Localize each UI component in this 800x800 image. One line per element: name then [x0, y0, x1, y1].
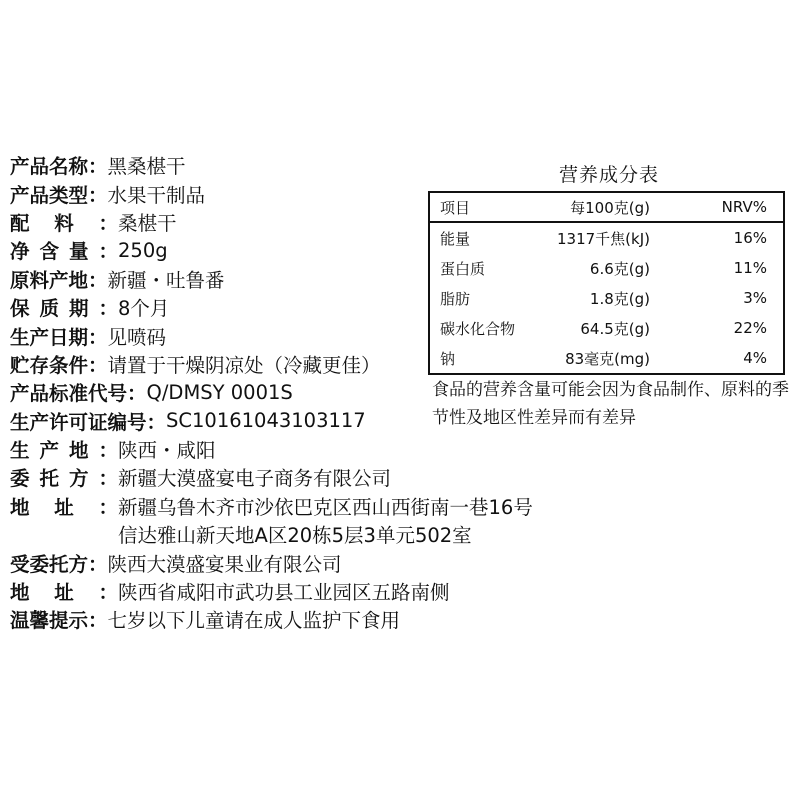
info-key: 贮存条件：	[10, 353, 108, 377]
info-row-client-address	[10, 492, 533, 520]
nutrition-row	[429, 343, 784, 374]
info-row-client-address-cont	[10, 520, 472, 548]
info-key	[10, 208, 118, 236]
info-key: 产品类型：	[10, 183, 108, 207]
nutrient-name: 碳水化合物	[440, 319, 516, 338]
info-row-production-date	[10, 321, 430, 349]
info-value: 陕西・咸阳	[118, 439, 216, 463]
info-row-client	[10, 463, 430, 491]
info-key	[10, 463, 118, 491]
header-item: 项目	[429, 192, 530, 222]
info-value: 七岁以下儿童请在成人监护下食用	[107, 609, 401, 633]
nutrient-nrv: 16%	[733, 229, 767, 247]
info-key	[10, 435, 118, 463]
info-key: 温馨提示：	[10, 609, 108, 633]
nutrient-nrv: 11%	[733, 259, 767, 277]
info-row-net-content	[10, 236, 430, 264]
label-char: 地	[68, 439, 89, 463]
nutrient-name: 能量	[440, 229, 471, 248]
info-row-standard	[10, 378, 430, 406]
label-char: 保	[10, 297, 30, 321]
label-char: 质	[39, 297, 59, 321]
info-value: 250g	[118, 238, 168, 262]
nutrient-nrv: 22%	[733, 319, 767, 337]
info-value: 水果干制品	[107, 183, 206, 207]
nutrition-row	[429, 253, 784, 283]
info-key	[10, 492, 118, 520]
nutrition-table	[428, 191, 785, 375]
info-value: 见喷码	[107, 325, 167, 349]
info-value: 新疆・吐鲁番	[107, 268, 225, 292]
info-key: 生产许可证编号：	[10, 410, 167, 434]
info-value: 8个月	[118, 297, 170, 321]
info-key: 生产日期：	[10, 325, 108, 349]
nutrient-amount: 83毫克(mg)	[565, 349, 650, 368]
nutrition-row	[429, 313, 784, 343]
label-char: 址	[54, 581, 74, 605]
label-char: 量	[68, 240, 89, 264]
info-value: 黑桑椹干	[107, 155, 186, 179]
info-value: 桑椹干	[118, 211, 177, 235]
nutrient-name: 脂肪	[440, 289, 471, 308]
label-char: 委	[10, 467, 30, 491]
label-char: 净	[10, 240, 30, 264]
nutrition-row	[429, 222, 784, 253]
info-key: 原料产地：	[10, 268, 108, 292]
label-char: 含	[39, 240, 59, 264]
label-char: 产	[39, 439, 59, 463]
info-row-license	[10, 407, 430, 435]
nutrient-amount: 64.5克(g)	[580, 319, 650, 338]
info-value: 陕西大漠盛宴果业有限公司	[107, 552, 342, 576]
nutrient-amount: 1.8克(g)	[589, 289, 650, 308]
label-char: 期	[68, 297, 89, 321]
info-key: 受委托方：	[10, 552, 108, 576]
info-row-tips	[10, 605, 430, 633]
header-nrv: NRV%	[650, 192, 784, 222]
info-row-storage	[10, 350, 430, 378]
nutrition-header-row	[429, 192, 784, 222]
info-key	[10, 236, 118, 264]
info-value: SC10161043103117	[166, 409, 366, 433]
nutrient-name: 钠	[440, 349, 456, 368]
label-char: 地	[10, 581, 30, 605]
nutrient-nrv: 4%	[743, 349, 767, 367]
nutrient-name: 蛋白质	[440, 259, 486, 278]
label-char: 方	[68, 467, 89, 491]
nutrient-amount: 6.6克(g)	[589, 259, 650, 278]
info-key	[10, 293, 118, 321]
label-char: 料	[54, 211, 74, 235]
info-row-ingredients	[10, 208, 430, 236]
label-char: ：	[98, 211, 118, 235]
info-value: 陕西省咸阳市武功县工业园区五路南侧	[118, 581, 450, 605]
info-key: 产品标准代号：	[10, 382, 147, 406]
label-char: ：	[98, 297, 118, 321]
info-value: Q/DMSY 0001S	[146, 380, 293, 404]
label-char: ：	[98, 581, 118, 605]
info-row-name	[10, 151, 430, 179]
label-char: ：	[98, 495, 118, 519]
info-value: 新疆大漠盛宴电子商务有限公司	[118, 467, 392, 491]
info-key	[10, 577, 118, 605]
info-row-manufacturer	[10, 548, 430, 576]
info-row-type	[10, 179, 430, 207]
info-row-origin	[10, 265, 430, 293]
info-row-manufacturer-address	[10, 577, 450, 605]
label-char: 地	[10, 495, 30, 519]
info-value: 新疆乌鲁木齐市沙依巴克区西山西街南一巷16号	[118, 495, 533, 519]
nutrition-title: 营养成分表	[558, 164, 659, 186]
label-char: 配	[10, 211, 30, 235]
label-char: ：	[98, 467, 118, 491]
info-key: 产品名称：	[10, 155, 108, 179]
nutrition-row	[429, 283, 784, 313]
info-row-production-place	[10, 435, 430, 463]
nutrient-nrv: 3%	[743, 289, 767, 307]
label-char: 托	[39, 467, 59, 491]
nutrient-amount: 1317千焦(kJ)	[557, 229, 650, 248]
nutrition-note: 食品的营养含量可能会因为食品制作、原料的季节性及地区性差异而有差异	[432, 380, 789, 428]
label-char: ：	[98, 439, 118, 463]
header-per100g: 每100克(g)	[530, 192, 650, 222]
label-char: 生	[10, 439, 30, 463]
info-value: 请置于干燥阴凉处（冷藏更佳）	[107, 353, 381, 377]
info-row-shelf-life	[10, 293, 430, 321]
info-value: 信达雅山新天地A区20栋5层3单元502室	[118, 524, 472, 548]
label-char: 址	[54, 495, 74, 519]
label-char: ：	[98, 240, 118, 264]
